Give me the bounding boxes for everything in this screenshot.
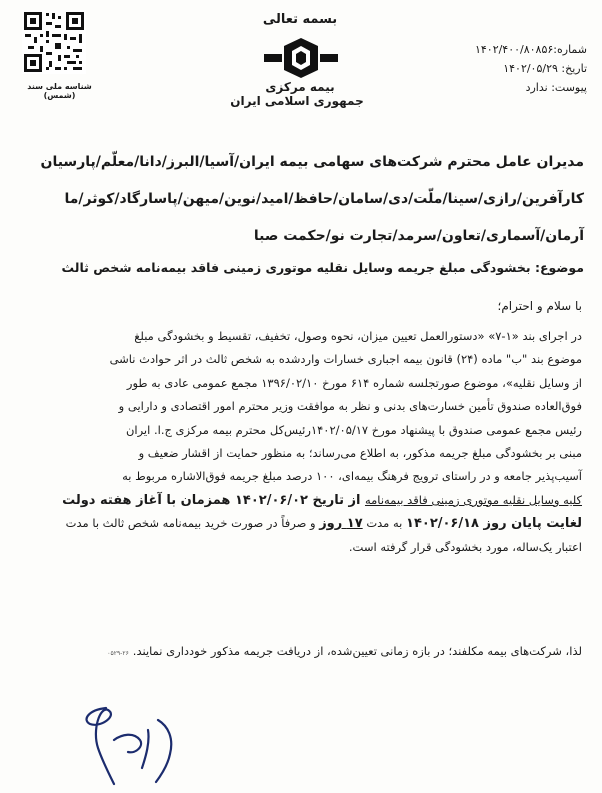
- letter-body: [14, 325, 582, 559]
- addressee-line: آرمان/آسماری/تعاون/سرمد/تجارت نو/حکمت صبا: [253, 228, 584, 244]
- addressee-line: کارآفرین/رازی/سینا/ملّت/دی/سامان/حافظ/امید/نوین/میهن/پاسارگاد/کوثر/ما: [64, 191, 584, 207]
- body-line: موضوع بند "ب" ماده (۲۴) قانون بیمه اجباری خسارات واردشده به شخص ثالث در اثر حوادث ناشی: [109, 352, 582, 367]
- letter-subject: موضوع: بخشودگی مبلغ جریمه وسایل نقلیه موتوری زمینی فاقد بیمه‌نامه شخص ثالث: [61, 260, 584, 275]
- closing-ref-number: ۲۶-۰۵۲۹: [107, 650, 129, 657]
- letter-date-row: [422, 59, 587, 78]
- body-line: رئیس مجمع عمومی صندوق با پیشنهاد مورخ ۱۴۰۲/۰۵/۱۷رئیس‌کل محترم بیمه مرکزی ج.ا. ایران: [125, 422, 582, 437]
- addressee-line: مدیران عامل محترم شرکت‌های سهامی بیمه ایران/آسیا/البرز/دانا/معلّم/پارسیان: [40, 154, 584, 170]
- body-line: از وسایل نقلیه»، موضوع صورتجلسه شماره ۶۱۴ مورخ ۱۳۹۶/۰۲/۱۰ مجمع عمومی عادی به طور: [126, 375, 582, 390]
- body-line: آسیب‌پذیر جامعه و در راستای ترویج فرهنگ بیمه‌ای، ۱۰۰ درصد مبلغ جریمه فوق‌الاشاره مربوط به: [122, 469, 582, 484]
- condition-phrase: و صرفاً در صورت خرید بیمه‌نامه شخص ثالث با مدت: [65, 516, 320, 531]
- logo-text-line2: جمهوری اسلامی ایران: [230, 94, 364, 108]
- qr-caption: شناسه ملی سند (شمس): [27, 82, 92, 100]
- start-date-phrase: از تاریخ ۱۴۰۲/۰۶/۰۲ همزمان با آغاز هفته دولت: [62, 492, 365, 508]
- body-line-highlight: [14, 512, 582, 535]
- closing-line: [14, 644, 582, 658]
- addressee-block: [24, 144, 584, 255]
- letter-number-row: [422, 40, 587, 59]
- duration-days: ۱۷ روز: [319, 516, 363, 532]
- date-value: ۱۴۰۲/۰۵/۲۹: [503, 62, 558, 75]
- logo-text-line1: بیمه مرکزی: [265, 80, 335, 94]
- body-line-highlight: [14, 489, 582, 512]
- letter-attachment-row: [422, 78, 587, 97]
- body-line: فوق‌العاده صندوق تأمین خسارت‌های بدنی و نظر به موافقت وزیر محترم امور اقتصادی و دارایی و: [118, 399, 582, 414]
- closing-text: لذا، شرکت‌های بیمه مکلفند؛ در بازه زمانی تعیین‌شده، از دریافت جریمه مذکور خودداری نمایند.: [132, 644, 582, 658]
- letter-meta: [422, 40, 587, 97]
- handwritten-signature: [78, 690, 198, 789]
- vehicles-phrase: کلیه وسایل نقلیه موتوری زمینی فاقد بیمه‌نامه: [364, 492, 582, 507]
- date-label: تاریخ:: [561, 62, 587, 75]
- end-date-phrase: لغایت پایان روز ۱۴۰۲/۰۶/۱۸: [406, 516, 582, 532]
- body-line: در اجرای بند «۱-۷» «دستورالعمل تعیین میزان، نحوه وصول، تخفیف، تقسیط و بخشودگی مبلغ: [134, 329, 582, 343]
- bismillah: بسمه تعالی: [262, 12, 338, 27]
- body-line: مبنی بر بخشودگی مبلغ جریمه مذکور، به اطلاع می‌رساند؛ به منظور حمایت از اقشار ضعیف و: [138, 446, 582, 461]
- number-label: شماره:: [553, 43, 587, 56]
- greeting: با سلام و احترام؛: [497, 299, 582, 313]
- qr-code: [22, 10, 86, 74]
- duration-prefix: به مدت: [366, 516, 407, 531]
- attachment-label: پیوست:: [551, 81, 587, 94]
- number-value: ۱۴۰۲/۴۰۰/۸۰۸۵۶: [474, 43, 554, 56]
- attachment-value: ندارد: [525, 81, 548, 94]
- body-line: اعتبار یک‌ساله، مورد بخشودگی قرار گرفته است.: [348, 539, 582, 554]
